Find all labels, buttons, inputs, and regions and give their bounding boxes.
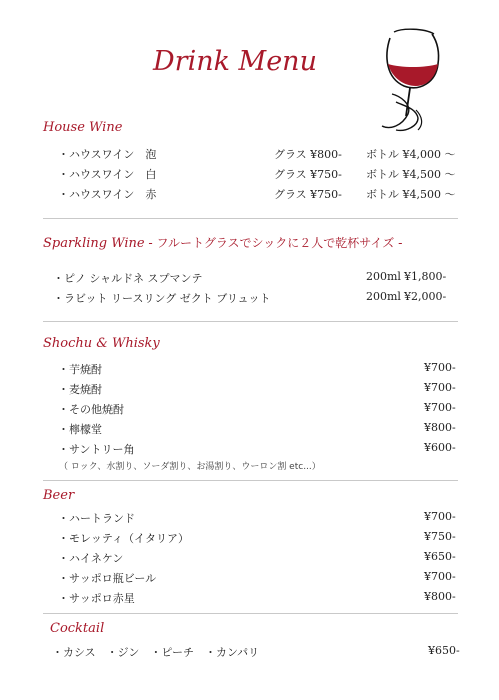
list-item <box>0 441 499 457</box>
list-item <box>0 361 499 377</box>
item-name: ・ラビット リースリング ゼクト ブリュット <box>53 292 271 305</box>
item-name: ・その他焼酎 <box>58 403 124 416</box>
divider <box>43 218 458 219</box>
list-item <box>0 381 499 397</box>
serving-note: （ ロック、水割り、ソーダ割り、お湯割り、ウーロン割 etc...） <box>59 462 321 472</box>
divider <box>43 480 458 481</box>
item-name: ・ハウスワイン 泡 <box>58 148 157 161</box>
menu-title: Drink Menu <box>153 46 317 77</box>
list-item <box>0 166 499 182</box>
item-price: ¥700- <box>424 361 456 374</box>
list-item <box>0 644 499 660</box>
glass-price: グラス ¥800- <box>274 148 342 161</box>
shochu-whisky-heading: Shochu & Whisky <box>43 336 160 351</box>
item-size: 200ml <box>366 270 401 283</box>
item-name: ・サッポロ赤星 <box>58 592 135 605</box>
item-price: ¥650- <box>428 644 460 657</box>
list-item <box>0 146 499 162</box>
item-price: ¥800- <box>424 421 456 434</box>
sparkling-title: Sparkling Wine <box>43 236 145 251</box>
bottle-price: ボトル ¥4,500 ～ <box>366 188 456 201</box>
list-item <box>0 530 499 546</box>
list-item <box>0 590 499 606</box>
beer-heading: Beer <box>43 488 75 503</box>
item-price: ¥700- <box>424 401 456 414</box>
item-name: ・麦焼酎 <box>58 383 102 396</box>
item-name: ・芋焼酎 <box>58 363 102 376</box>
list-item <box>0 510 499 526</box>
item-price: ¥700- <box>424 570 456 583</box>
list-item <box>0 421 499 437</box>
item-price: ¥750- <box>424 530 456 543</box>
item-name: ・ハウスワイン 白 <box>58 168 157 181</box>
item-name: ・檸檬堂 <box>58 423 102 436</box>
wine-glass-illustration <box>372 26 452 136</box>
house-wine-heading: House Wine <box>43 120 123 135</box>
sparkling-note: - フルートグラスでシックに２人で乾杯サイズ - <box>144 236 403 250</box>
list-item <box>0 186 499 202</box>
sparkling-wine-heading <box>43 234 402 251</box>
item-name: ・ハイネケン <box>58 552 124 565</box>
list-item <box>0 270 499 286</box>
item-price: ¥1,800- <box>404 270 447 283</box>
item-name: ・モレッティ（イタリア） <box>58 532 190 545</box>
item-size: 200ml <box>366 290 401 303</box>
list-item <box>0 290 499 306</box>
list-item <box>0 550 499 566</box>
item-price: ¥600- <box>424 441 456 454</box>
item-price: ¥2,000- <box>404 290 447 303</box>
divider <box>43 613 458 614</box>
bottle-price: ボトル ¥4,000 ～ <box>366 148 456 161</box>
item-name: ・サッポロ瓶ビール <box>58 572 157 585</box>
item-name: ・ハウスワイン 赤 <box>58 188 157 201</box>
list-item <box>0 570 499 586</box>
item-name: ・ハートランド <box>58 512 135 525</box>
item-price: ¥700- <box>424 510 456 523</box>
list-item <box>0 401 499 417</box>
divider <box>43 321 458 322</box>
item-name: ・ピノ シャルドネ スプマンテ <box>53 272 203 285</box>
item-price: ¥800- <box>424 590 456 603</box>
glass-price: グラス ¥750- <box>274 168 342 181</box>
item-name: ・サントリー角 <box>58 443 135 456</box>
item-price: ¥650- <box>424 550 456 563</box>
bottle-price: ボトル ¥4,500 ～ <box>366 168 456 181</box>
glass-price: グラス ¥750- <box>274 188 342 201</box>
cocktail-items: ・カシス ・ジン ・ピーチ ・カンパリ <box>52 646 260 659</box>
cocktail-heading: Cocktail <box>50 621 105 636</box>
item-price: ¥700- <box>424 381 456 394</box>
